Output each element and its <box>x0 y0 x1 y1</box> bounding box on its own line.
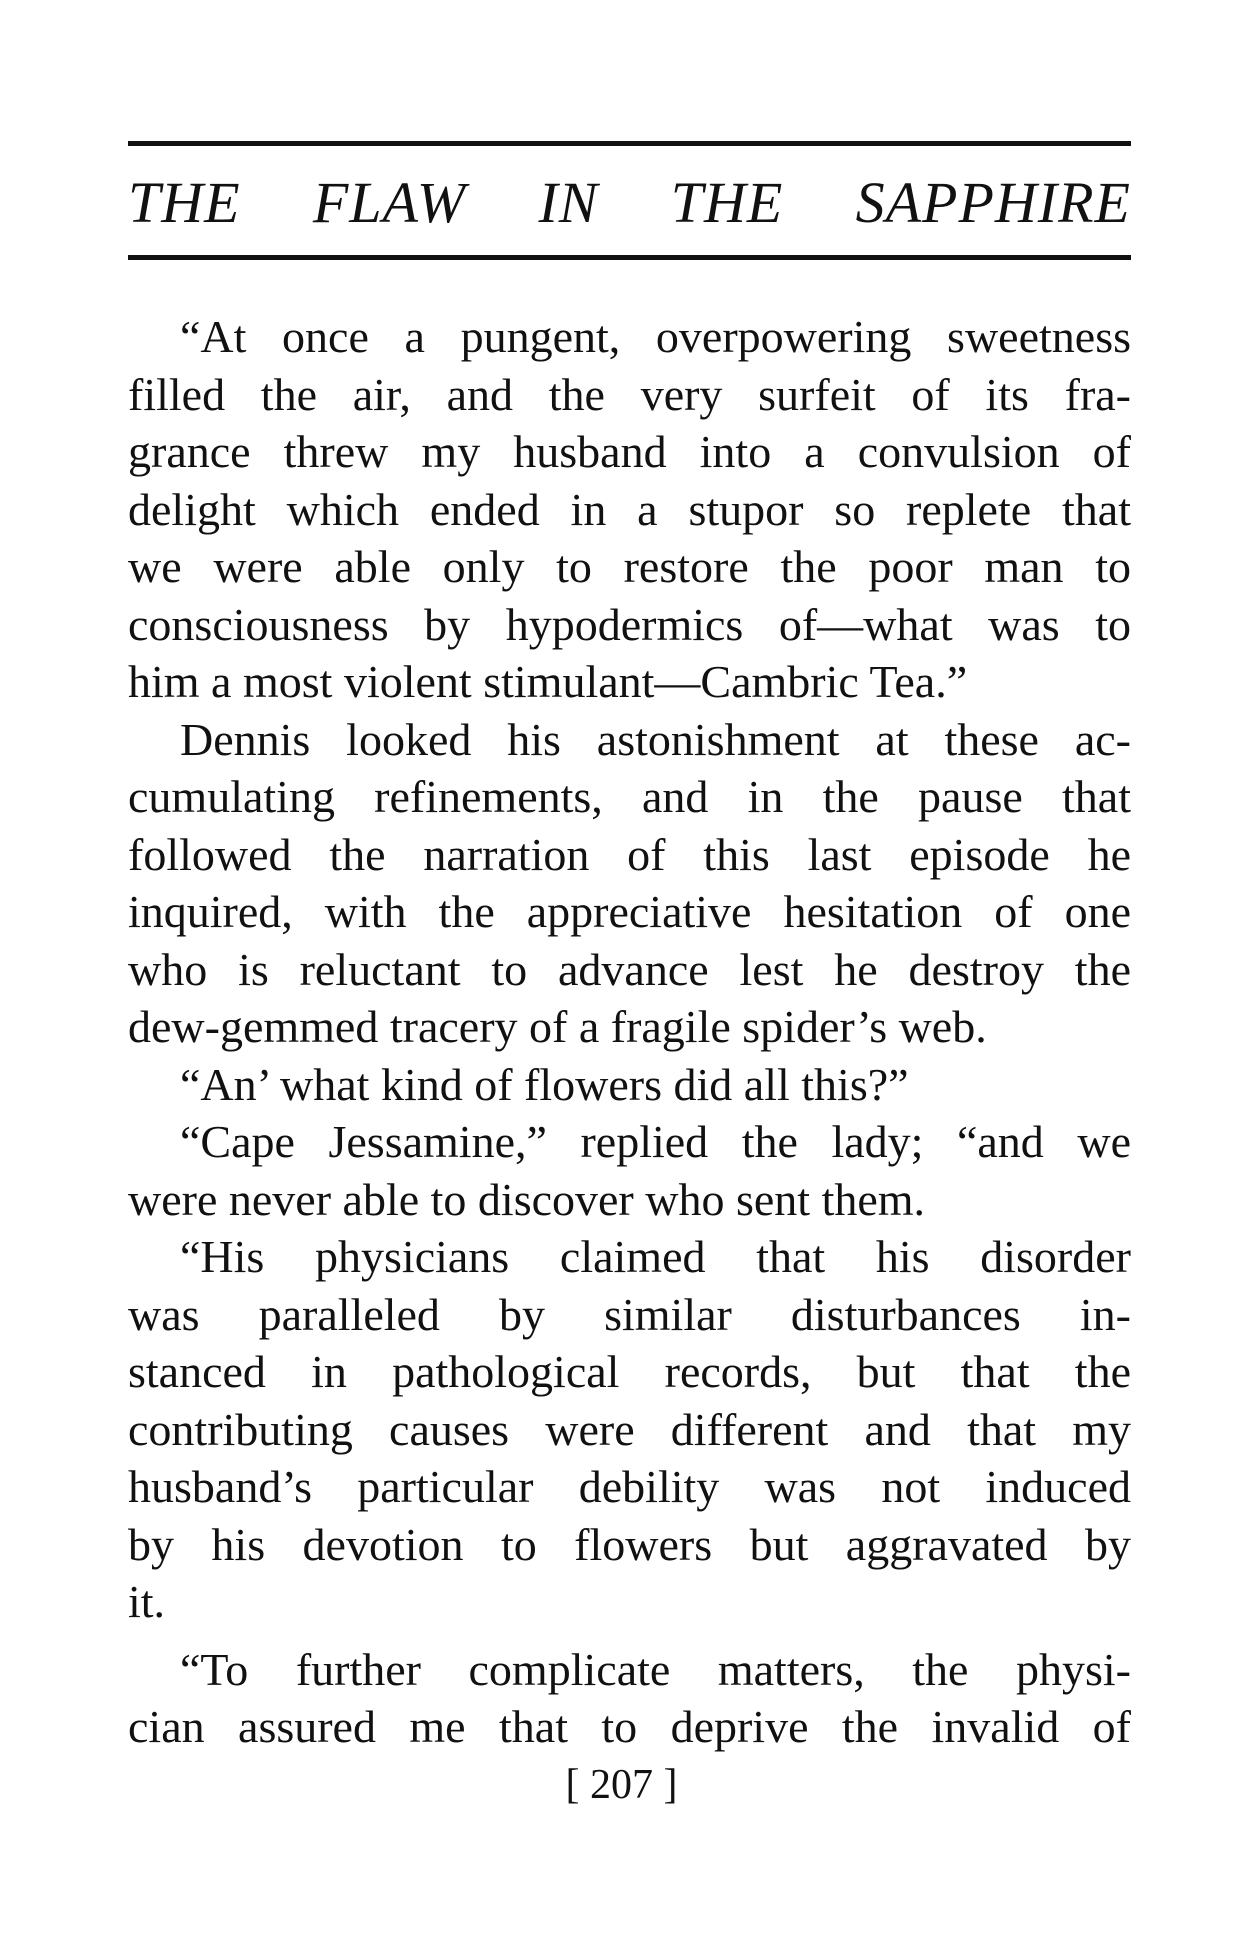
text-line: “His physicians claimed that his disorder <box>180 1231 1131 1282</box>
text-line: filled the air, and the very surfeit of its fra- <box>128 368 1131 420</box>
text-line: “An’ what kind of flowers did all this?” <box>180 1058 909 1110</box>
text-line: were never able to discover who sent them. <box>128 1173 926 1225</box>
running-head-word: THE <box>128 170 241 235</box>
text-line: followed the narration of this last episode he <box>128 828 1131 880</box>
text-line: “Cape Jessamine,” replied the lady; “and we <box>180 1116 1131 1167</box>
text-line: cian assured me that to deprive the invalid of <box>128 1701 1131 1752</box>
page-number: [ 207 ] <box>565 1762 678 1808</box>
text-line: him a most violent stimulant—Cambric Tea.” <box>128 656 968 707</box>
text-line: grance threw my husband into a convulsion of <box>128 426 1131 477</box>
text-line: “At once a pungent, overpowering sweetness <box>180 311 1131 362</box>
running-head-word: SAPPHIRE <box>855 170 1131 235</box>
text-line: who is reluctant to advance lest he destroy the <box>128 943 1131 995</box>
text-line: contributing causes were different and that my <box>128 1403 1131 1455</box>
text-line: it. <box>128 1576 166 1627</box>
text-line: husband’s particular debility was not induced <box>128 1461 1131 1512</box>
text-line: inquired, with the appreciative hesitation of one <box>128 886 1131 937</box>
body-text <box>128 308 1131 1756</box>
text-line: “To further complicate matters, the physi- <box>180 1643 1131 1695</box>
text-line: Dennis looked his astonishment at these ac- <box>180 713 1131 765</box>
running-head-word: IN <box>538 170 599 235</box>
running-head-word: FLAW <box>312 170 467 235</box>
text-line: stanced in pathological records, but that the <box>128 1346 1131 1397</box>
text-line: delight which ended in a stupor so replete that <box>128 483 1131 535</box>
paragraph-gap <box>128 1631 1131 1641</box>
text-line: was paralleled by similar disturbances in- <box>128 1288 1131 1340</box>
text-line: by his devotion to flowers but aggravated by <box>128 1518 1131 1570</box>
text-line: we were able only to restore the poor man to <box>128 541 1131 592</box>
header-rule-top <box>128 141 1131 146</box>
text-line: consciousness by hypodermics of—what was to <box>128 598 1131 650</box>
text-line: dew-gemmed tracery of a fragile spider’s web. <box>128 1001 987 1052</box>
running-head <box>128 168 1131 238</box>
text-line: cumulating refinements, and in the pause that <box>128 771 1131 822</box>
running-head-word: THE <box>670 170 784 235</box>
header-rule-bottom <box>128 255 1131 260</box>
